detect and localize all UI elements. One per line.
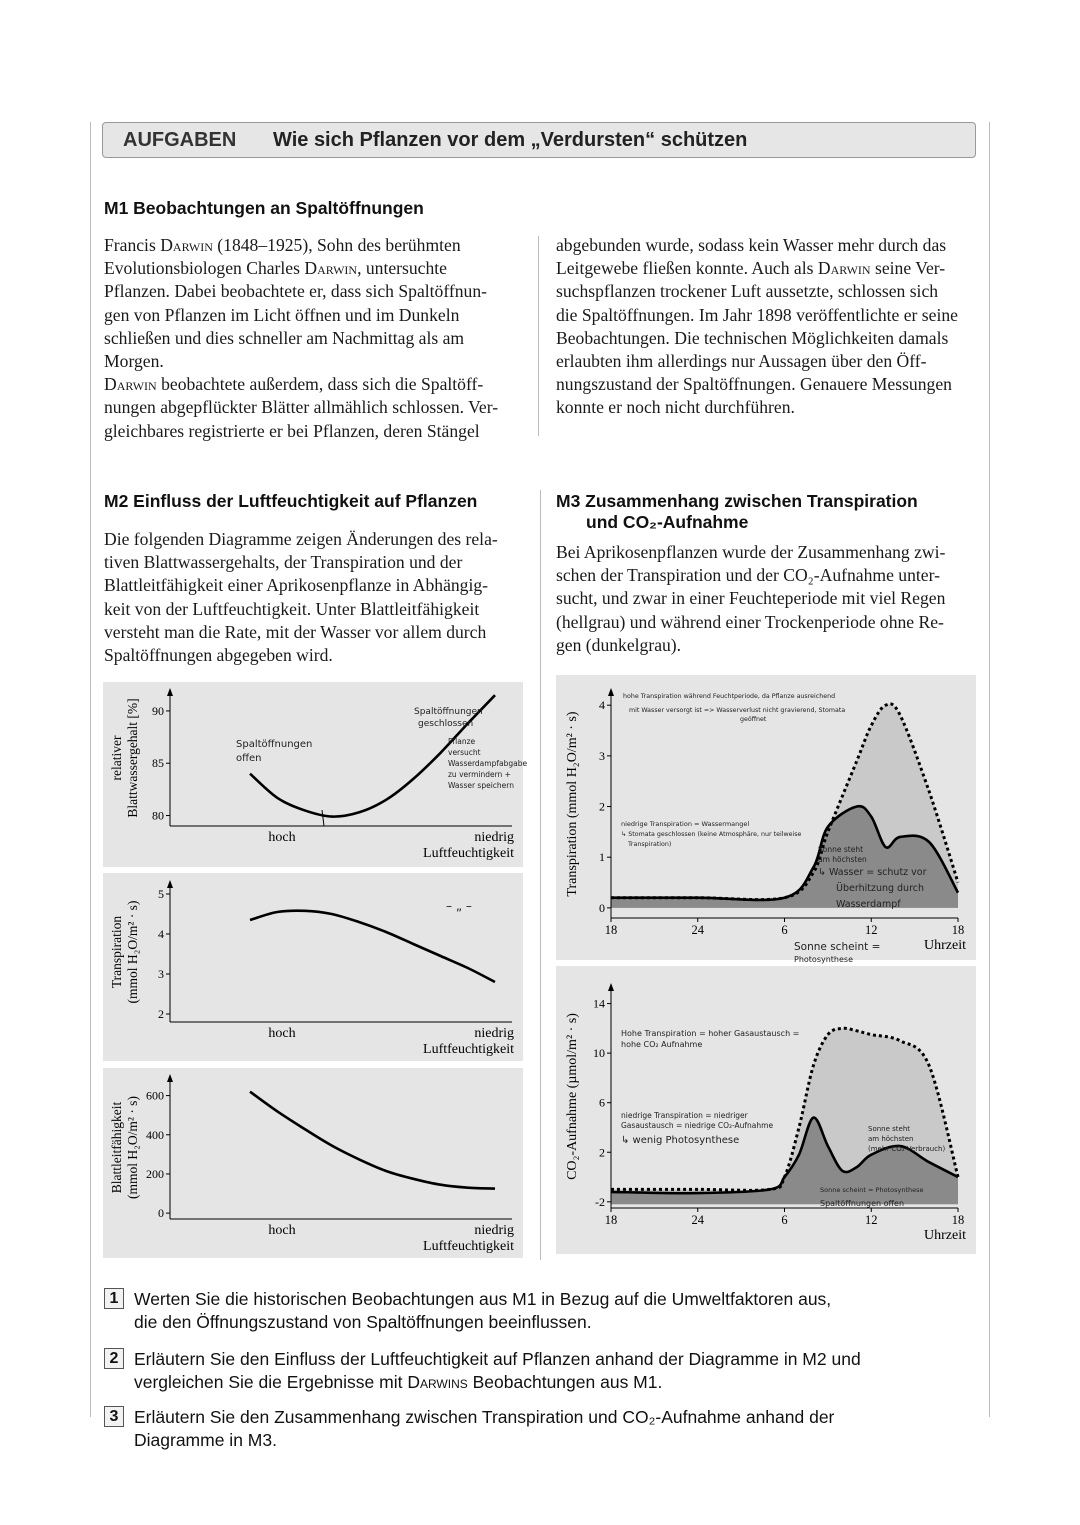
m1-line: suchspflanzen trockener Luft aussetzte, schlossen sich xyxy=(556,281,939,302)
y-tick-label: 600 xyxy=(146,1088,164,1103)
y-tick-label: 0 xyxy=(158,1206,164,1221)
y-axis-title: Transpiration (mmol H₂O/m² · s) xyxy=(565,711,580,897)
m3-line: gen (dunkelgrau). xyxy=(556,634,682,655)
x-axis-title: Luftfeuchtigkeit xyxy=(423,846,514,861)
m1-line: Darwin beobachtete außerdem, dass sich die Spaltöff- xyxy=(104,374,484,395)
task-number: 1 xyxy=(104,1288,124,1309)
x-start-label: hoch xyxy=(268,1026,296,1041)
m3-line: (hellgrau) und während einer Trockenperiode ohne Re- xyxy=(556,611,944,632)
m1-line: schließen und dies schneller am Nachmittag als am xyxy=(104,327,465,348)
annotation: Sonne scheint = xyxy=(794,941,881,953)
m1-line: erlaubten ihm allerdings nur Aussagen über den Öff- xyxy=(556,351,927,372)
annotation: Wasserdampfabgabe xyxy=(448,759,528,768)
annotation: niedrige Transpiration = Wassermangel xyxy=(621,820,750,828)
x-tick-label: 6 xyxy=(781,923,788,937)
x-start-label: hoch xyxy=(268,1223,296,1238)
annotation: (mehr CO₂-Verbrauch) xyxy=(868,1145,946,1153)
y-tick-label: 2 xyxy=(158,1007,164,1021)
x-end-label: niedrig xyxy=(474,1026,514,1041)
y-tick-label: 1 xyxy=(599,850,605,865)
m1-heading: M1 Beobachtungen an Spaltöffnungen xyxy=(104,198,424,218)
m3-line: Bei Aprikosenpflanzen wurde der Zusammenhang zwi- xyxy=(556,542,946,562)
y-tick-label: 5 xyxy=(158,887,164,901)
x-tick-label: 18 xyxy=(604,1213,618,1227)
annotation: – „ – xyxy=(446,899,472,913)
m1-line: Beobachtungen. Die technischen Möglichkeiten damals xyxy=(556,327,949,348)
annotation: geöffnet xyxy=(740,716,767,723)
x-tick-label: 24 xyxy=(691,1213,704,1227)
annotation: am höchsten xyxy=(818,855,867,864)
annotation: Überhitzung durch xyxy=(836,883,925,894)
task-2 xyxy=(104,1348,964,1396)
m2-line: tiven Blattwassergehalts, der Transpiration und der xyxy=(104,552,463,573)
task-1 xyxy=(104,1288,964,1336)
task-number: 2 xyxy=(104,1348,124,1369)
x-tick-label: 6 xyxy=(781,1213,788,1227)
m3-heading-line1: M3 Zusammenhang zwischen Transpiration xyxy=(556,491,918,511)
annotation: geschlossen xyxy=(418,719,474,729)
y-tick-label: 6 xyxy=(599,1095,605,1110)
annotation: Spaltöffnungen xyxy=(236,739,313,750)
y-tick-label: -2 xyxy=(595,1194,605,1209)
y-tick-label: 4 xyxy=(158,927,164,941)
x-end-label: niedrig xyxy=(474,830,514,845)
annotation: versucht xyxy=(448,748,481,757)
annotation: Gasaustausch = niedrige CO₂-Aufnahme xyxy=(621,1121,774,1130)
y-tick-label: 85 xyxy=(152,756,164,771)
x-tick-label: 18 xyxy=(951,923,965,937)
x-tick-label: 12 xyxy=(865,1213,878,1227)
y-tick-label: 80 xyxy=(152,808,164,823)
annotation: Sonne steht xyxy=(868,1125,911,1133)
m2-line: Spaltöffnungen abgegeben wird. xyxy=(104,645,333,666)
x-axis-title: Luftfeuchtigkeit xyxy=(423,1042,514,1057)
x-axis-title: Luftfeuchtigkeit xyxy=(423,1239,514,1254)
m2-line: versteht man die Rate, mit der Wasser vor allem durch xyxy=(104,621,487,642)
x-start-label: hoch xyxy=(268,830,296,845)
task-text: Werten Sie die historischen Beobachtungen aus M1 in Bezug auf die Umweltfaktoren aus, die den Öffnungszustand von Spaltöffnungen beeinflussen. xyxy=(134,1289,832,1332)
annotation: Hohe Transpiration = hoher Gasaustausch = xyxy=(621,1029,800,1038)
y-tick-label: 400 xyxy=(146,1127,164,1142)
task-3 xyxy=(104,1406,964,1454)
x-tick-label: 12 xyxy=(865,923,878,937)
m2-line: Die folgenden Diagramme zeigen Änderungen des rela- xyxy=(104,529,498,549)
annotation: Sonne scheint = Photosynthese xyxy=(820,1186,924,1194)
annotation: ↳ wenig Photosynthese xyxy=(621,1135,740,1146)
y-tick-label: 3 xyxy=(599,748,605,763)
x-tick-label: 18 xyxy=(951,1213,965,1227)
m1-line: die Spaltöffnungen. Im Jahr 1898 veröffentlichte er seine xyxy=(556,304,958,325)
y-axis-arrow xyxy=(608,983,614,991)
m1-line: gleichbares registrierte er bei Pflanzen, deren Stängel xyxy=(104,420,480,441)
task-text: Erläutern Sie den Einfluss der Luftfeuchtigkeit auf Pflanzen anhand der Diagramme in M2 und vergleichen Sie die Ergebnisse mit Darwins Beobachtungen aus M1. xyxy=(134,1349,861,1392)
m1-line: gen von Pflanzen im Licht öffnen und im Dunkeln xyxy=(104,304,460,325)
task-text: Erläutern Sie den Zusammenhang zwischen Transpiration und CO₂-Aufnahme anhand der Diagramme in M3. xyxy=(134,1407,835,1450)
task-number: 3 xyxy=(104,1406,124,1427)
y-tick-label: 2 xyxy=(599,799,605,814)
x-end-label: niedrig xyxy=(474,1223,514,1238)
annotation: Spaltöffnungen offen xyxy=(820,1199,905,1208)
annotation-mark xyxy=(322,810,324,826)
annotation: Pflanze xyxy=(448,737,476,746)
x-tick-label: 18 xyxy=(604,923,618,937)
m1-line: Pflanzen. Dabei beobachtete er, dass sich Spaltöffnun- xyxy=(104,281,487,302)
annotation: ↳ Wasser = schutz vor xyxy=(818,867,927,878)
annotation: ↳ Stomata geschlossen (keine Atmosphäre, nur teilweise xyxy=(621,831,802,838)
m1-line: Evolutionsbiologen Charles Darwin, untersuchte xyxy=(104,258,447,279)
m2-heading: M2 Einfluss der Luftfeuchtigkeit auf Pflanzen xyxy=(104,491,478,511)
annotation: Spaltöffnungen xyxy=(414,707,483,717)
y-axis-arrow xyxy=(608,688,614,696)
y-tick-label: 3 xyxy=(158,967,164,981)
y-axis-title: Blattleitfähigkeit(mmol H₂O/m² · s) xyxy=(109,1096,140,1199)
annotation: offen xyxy=(236,753,262,764)
y-tick-label: 90 xyxy=(152,703,164,718)
annotation: Wasserdampf xyxy=(836,899,901,910)
page-title: Wie sich Pflanzen vor dem „Verdursten“ schützen xyxy=(273,129,748,151)
annotation: Wasser speichern xyxy=(448,781,514,790)
x-axis-title: Uhrzeit xyxy=(924,938,966,953)
y-tick-label: 2 xyxy=(599,1145,605,1160)
m1-line: konnte er noch nicht durchführen. xyxy=(556,397,795,418)
m3-heading-line2: und CO₂-Aufnahme xyxy=(586,512,749,532)
m1-line: nungen abgepflückter Blätter allmählich schlossen. Ver- xyxy=(104,397,499,418)
annotation: hohe Transpiration während Feuchtperiode, da Pflanze ausreichend xyxy=(623,693,836,700)
annotation: Photosynthese xyxy=(794,955,854,964)
data-line xyxy=(250,1092,495,1189)
y-tick-label: 10 xyxy=(593,1046,605,1061)
y-axis-arrow xyxy=(167,1074,173,1082)
annotation: hohe CO₂ Aufnahme xyxy=(621,1040,703,1049)
annotation: mit Wasser versorgt ist => Wasserverlust nicht gravierend, Stomata xyxy=(629,707,846,714)
y-axis-arrow xyxy=(167,688,173,696)
annotation: zu vermindern + xyxy=(448,770,511,779)
m3-line: schen der Transpiration und der CO₂-Aufnahme unter- xyxy=(556,565,940,586)
x-axis-title: Uhrzeit xyxy=(924,1228,966,1243)
y-axis-title: relativerBlattwassergehalt [%] xyxy=(109,698,140,818)
y-axis-arrow xyxy=(167,880,173,888)
m1-line: Leitgewebe fließen konnte. Auch als Darwin seine Ver- xyxy=(556,258,946,279)
data-line xyxy=(250,911,495,982)
m1-line: abgebunden wurde, sodass kein Wasser mehr durch das xyxy=(556,235,947,255)
y-tick-label: 14 xyxy=(593,996,605,1011)
y-axis-title: CO₂-Aufnahme (µmol/m² · s) xyxy=(565,1013,580,1180)
m2-line: keit von der Luftfeuchtigkeit. Unter Blattleitfähigkeit xyxy=(104,598,480,619)
y-tick-label: 4 xyxy=(599,698,605,713)
m1-line: Morgen. xyxy=(104,351,164,372)
m1-line: nungszustand der Spaltöffnungen. Genauere Messungen xyxy=(556,374,952,395)
m1-line: Francis Darwin (1848–1925), Sohn des berühmten xyxy=(104,235,461,255)
annotation: Transpiration) xyxy=(628,841,672,848)
y-tick-label: 200 xyxy=(146,1166,164,1181)
y-tick-label: 0 xyxy=(599,900,605,915)
annotation: niedrige Transpiration = niedriger xyxy=(621,1111,748,1120)
x-tick-label: 24 xyxy=(691,923,704,937)
m3-line: sucht, und zwar in einer Feuchteperiode mit viel Regen xyxy=(556,588,946,609)
annotation: Sonne steht xyxy=(818,845,864,854)
m2-line: Blattleitfähigkeit einer Aprikosenpflanze in Abhängig- xyxy=(104,575,489,596)
annotation: am höchsten xyxy=(868,1135,914,1143)
section-label: AUFGABEN xyxy=(123,129,237,151)
y-axis-title: Transpiration(mmol H₂O/m² · s) xyxy=(109,900,140,1004)
